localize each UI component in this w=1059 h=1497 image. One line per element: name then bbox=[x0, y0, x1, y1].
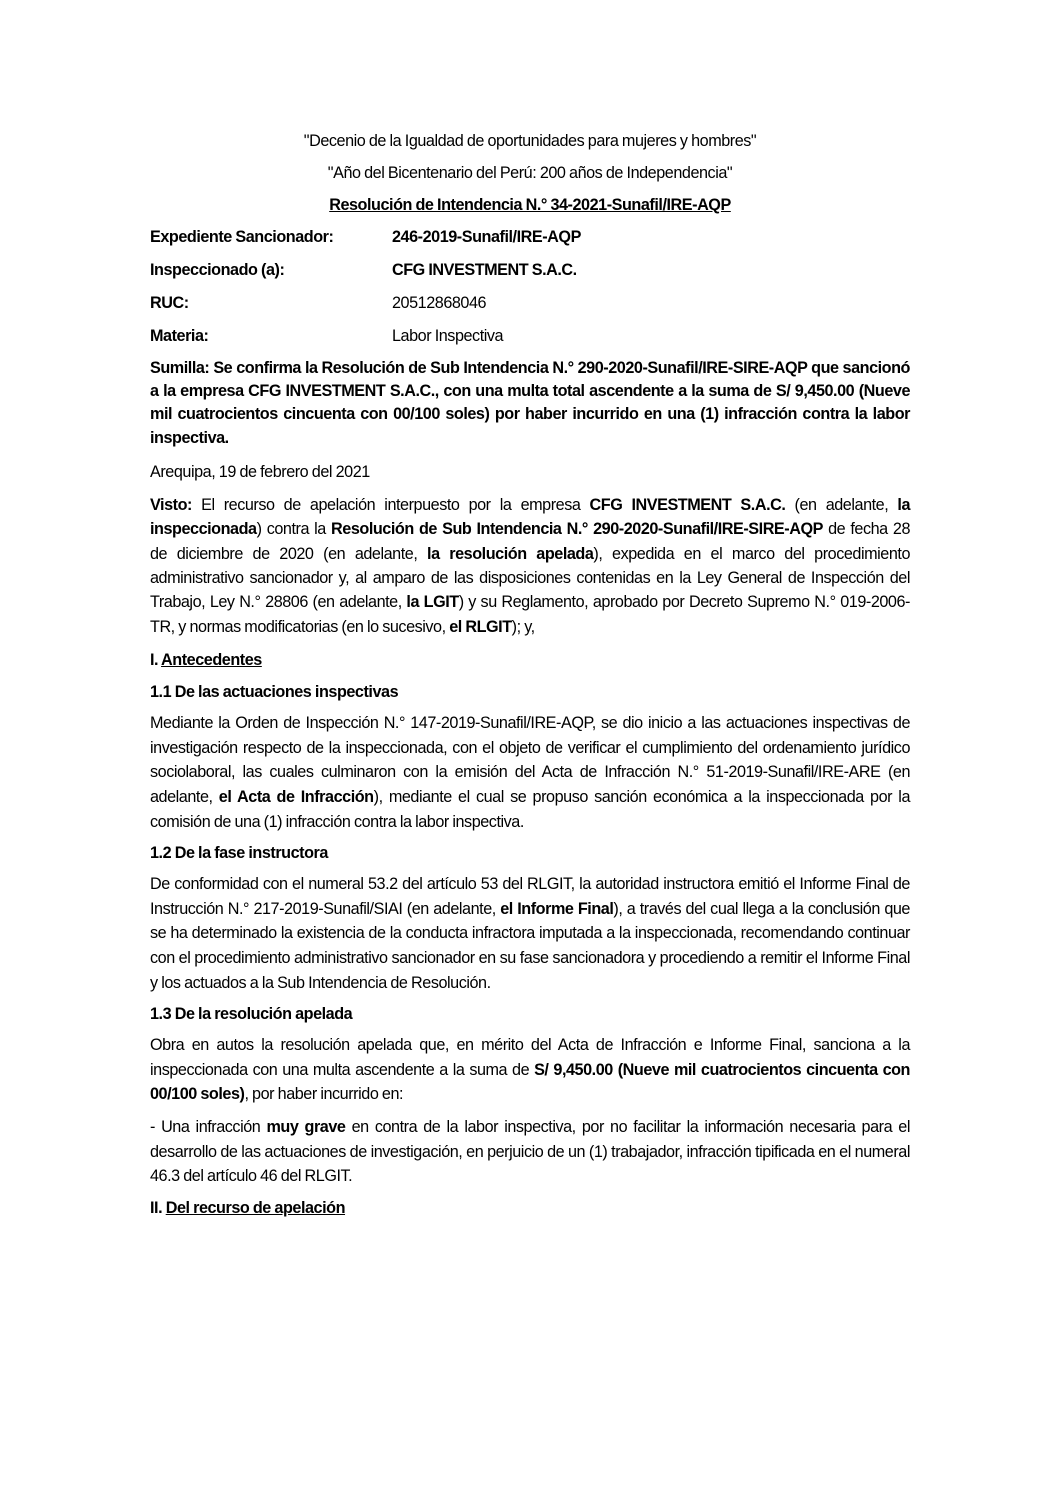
resolution-reference: Resolución de Sub Intendencia N.° 290-2020-Sunafil/IRE-SIRE-AQP bbox=[331, 520, 823, 539]
defined-term: el Informe Final bbox=[500, 899, 614, 918]
year-tagline: "Año del Bicentenario del Perú: 200 años de Independencia" bbox=[327, 164, 733, 182]
defined-term: el RLGIT bbox=[449, 617, 512, 636]
section-number: II. bbox=[150, 1198, 166, 1217]
meta-row-inspeccionado bbox=[150, 259, 910, 281]
visto-label: Visto: bbox=[150, 495, 192, 514]
decade-tagline: "Decenio de la Igualdad de oportunidades para mujeres y hombres" bbox=[303, 132, 757, 150]
visto-paragraph bbox=[150, 493, 910, 639]
meta-value: CFG INVESTMENT S.A.C. bbox=[392, 261, 577, 279]
text-run: , por haber incurrido en: bbox=[244, 1085, 404, 1104]
text-run: (en adelante, bbox=[785, 495, 898, 514]
text-run: en contra de la labor inspectiva, por no facilitar la información necesaria para el desarrollo de las actuaciones de investigación, en perjuicio de un (1) trabajador, infracción tipificada en el numeral 46.3 del artículo 46 del RLGIT. bbox=[150, 1117, 910, 1186]
defined-term: la resolución apelada bbox=[427, 544, 594, 563]
infraction-bullet bbox=[150, 1115, 910, 1189]
fine-amount: S/ 9,450.00 (Nueve mil cuatrocientos cincuenta con 00/100 soles) bbox=[150, 1060, 910, 1104]
text-run: de fecha 28 de diciembre de 2020 (en adelante, bbox=[150, 520, 911, 563]
text-run: Obra en autos la resolución apelada que, en mérito del Acta de Infracción e Informe Final, sanciona a la inspeccionada con una multa ascendente a la suma de bbox=[150, 1036, 910, 1079]
text-run: El recurso de apelación interpuesto por la empresa bbox=[191, 495, 590, 514]
sumilla: Sumilla: Se confirma la Resolución de Sub Intendencia N.° 290-2020-Sunafil/IRE-SIRE-AQP que sancionó a la empresa CFG INVESTMENT S.A.C., con una multa total ascendente a la suma de S/ 9,450.00 (Nueve mil cuatrocientos cincuenta con 00/100 soles) por haber incurrido en una (1) infracción contra la labor inspectiva. bbox=[150, 359, 910, 447]
section-heading-antecedentes bbox=[150, 649, 910, 671]
defined-term: el Acta de Infracción bbox=[218, 788, 374, 807]
meta-value: 246-2019-Sunafil/IRE-AQP bbox=[392, 228, 581, 246]
meta-key: Inspeccionado (a): bbox=[150, 261, 285, 279]
text-run: - Una infracción bbox=[150, 1117, 267, 1136]
meta-value: Labor Inspectiva bbox=[392, 327, 504, 345]
document-page bbox=[150, 130, 910, 1219]
section-number: I. bbox=[150, 651, 162, 670]
text-run: ) contra la bbox=[256, 520, 332, 539]
text-run: ), expedida en el marco del procedimiento administrativo sancionador y, al amparo de las disposiciones contenidas en la Ley General de Inspección del Trabajo, Ley N.° 28806 (en adelante, bbox=[150, 544, 910, 612]
company-name: CFG INVESTMENT S.A.C. bbox=[589, 495, 786, 514]
section-title: Antecedentes bbox=[161, 651, 262, 670]
defined-term: la LGIT bbox=[406, 593, 459, 612]
meta-row-expediente bbox=[150, 226, 910, 248]
text-run: ), mediante el cual se propuso sanción económica a la inspeccionada por la comisión de una (1) infracción contra la labor inspectiva. bbox=[150, 788, 910, 831]
meta-value: 20512868046 bbox=[392, 294, 487, 312]
paragraph-1-1 bbox=[150, 711, 910, 834]
section-title: Del recurso de apelación bbox=[165, 1198, 346, 1217]
meta-key: Expediente Sancionador: bbox=[150, 228, 334, 246]
text-run: ) y su Reglamento, aprobado por Decreto Supremo N.° 019-2006-TR, y normas modificatorias (en lo sucesivo, bbox=[150, 593, 910, 636]
text-run: ); y, bbox=[511, 617, 535, 636]
subsection-heading-1-2: 1.2 De la fase instructora bbox=[150, 844, 328, 863]
section-heading-recurso bbox=[150, 1197, 910, 1219]
subsection-heading-1-3: 1.3 De la resolución apelada bbox=[150, 1005, 353, 1024]
meta-row-ruc bbox=[150, 292, 910, 314]
subsection-heading-1-1: 1.1 De las actuaciones inspectivas bbox=[150, 683, 399, 702]
text-run: De conformidad con el numeral 53.2 del artículo 53 del RLGIT, la autoridad instructora emitió el Informe Final de Instrucción N.° 217-2019-Sunafil/SIAI (en adelante, bbox=[150, 875, 910, 918]
meta-key: Materia: bbox=[150, 327, 209, 345]
defined-term: la inspeccionada bbox=[150, 495, 910, 539]
case-metadata bbox=[150, 226, 910, 347]
meta-row-materia bbox=[150, 325, 910, 347]
severity-term: muy grave bbox=[266, 1117, 346, 1136]
paragraph-1-3 bbox=[150, 1033, 910, 1107]
resolution-title: Resolución de Intendencia N.° 34-2021-Sunafil/IRE-AQP bbox=[329, 196, 731, 214]
paragraph-1-2 bbox=[150, 872, 910, 995]
text-run: Mediante la Orden de Inspección N.° 147-2019-Sunafil/IRE-AQP, se dio inicio a las actuaciones inspectivas de investigación respecto de la inspeccionada, con el objeto de verificar el cumplimiento del ordenamiento jurídico sociolaboral, las cuales culminaron con la emisión del Acta de Infracción N.° 51-2019-Sunafil/IRE-ARE (en adelante, bbox=[150, 714, 910, 807]
meta-key: RUC: bbox=[150, 294, 189, 312]
place-date: Arequipa, 19 de febrero del 2021 bbox=[150, 462, 370, 481]
text-run: ), a través del cual llega a la conclusión que se ha determinado la existencia de la conducta infractora imputada a la inspeccionada, recomendando continuar con el procedimiento administrativo sancionador en su fase sancionadora y procediendo a remitir el Informe Final y los actuados a la Sub Intendencia de Resolución. bbox=[150, 899, 910, 992]
